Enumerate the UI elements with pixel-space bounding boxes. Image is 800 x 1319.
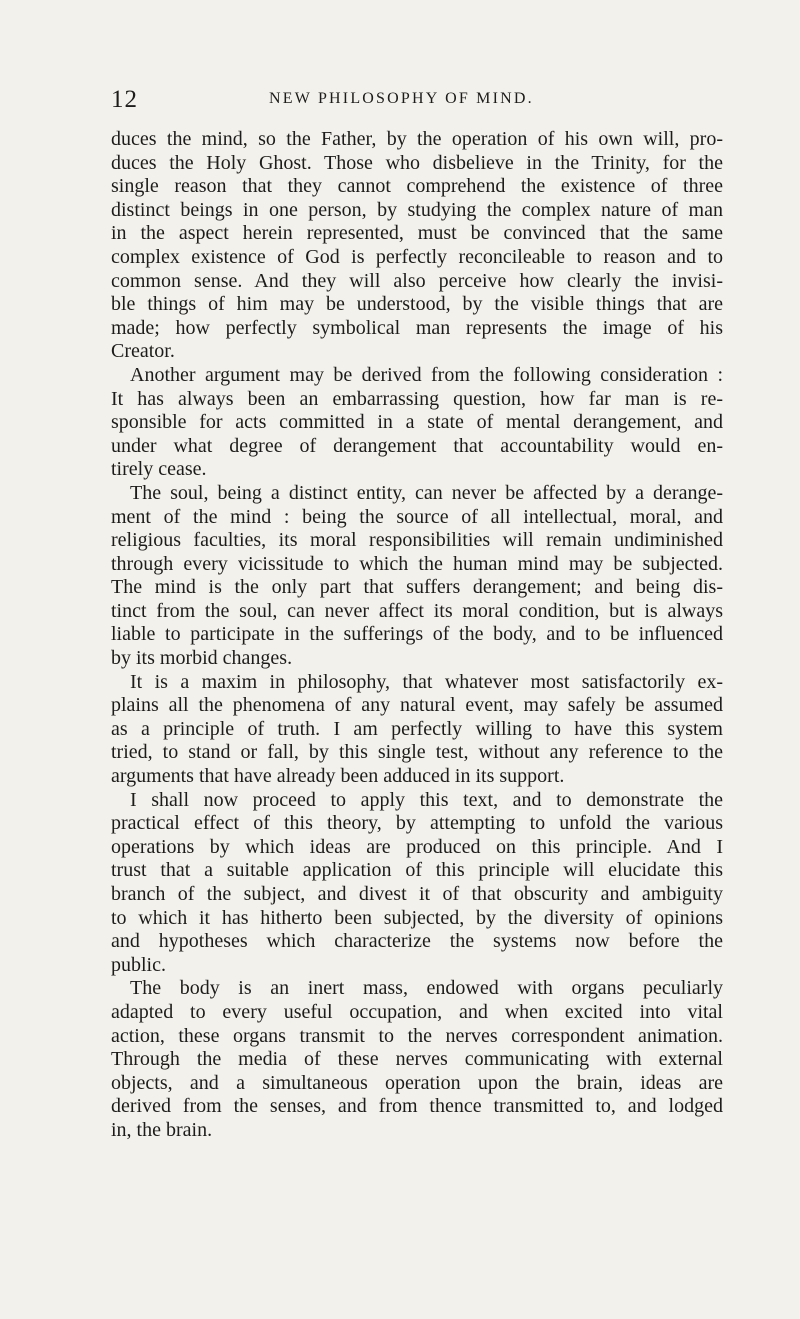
text-line: branch of the subject, and divest it of that obscurity and ambiguity bbox=[111, 883, 723, 905]
running-title: NEW PHILOSOPHY OF MIND. bbox=[269, 90, 534, 107]
text-line: to which it has hitherto been subjected, by the diversity of opinions bbox=[111, 906, 723, 929]
text-line: The soul, being a distinct entity, can never be affected by a derange- bbox=[130, 481, 723, 504]
text-line: ble things of him may be understood, by the visible things that are bbox=[111, 293, 723, 316]
text-line: made; how perfectly symbolical man represents the image of his bbox=[111, 316, 723, 339]
text-line: by its morbid changes. bbox=[111, 647, 293, 670]
text-line: sponsible for acts committed in a state of mental derangement, and bbox=[111, 411, 723, 434]
text-line: under what degree of derangement that accountability would en- bbox=[111, 434, 723, 457]
text-line: Creator. bbox=[111, 340, 175, 363]
text-line: through every vicissitude to which the human mind may be subjected. bbox=[111, 552, 723, 575]
text-line: complex existence of God is perfectly reconcileable to reason and to bbox=[111, 245, 723, 268]
text-line: tried, to stand or fall, by this single test, without any reference to the bbox=[111, 741, 723, 764]
body-text bbox=[111, 128, 723, 1143]
text-line: The body is an inert mass, endowed with organs peculiarly bbox=[130, 977, 723, 1000]
text-line: tirely cease. bbox=[111, 458, 207, 481]
text-line: objects, and a simultaneous operation upon the brain, ideas are bbox=[111, 1071, 723, 1094]
text-line: liable to participate in the sufferings of the body, and to be influenced bbox=[111, 623, 723, 646]
text-line: Another argument may be derived from the following consideration : bbox=[130, 363, 723, 386]
text-line: duces the mind, so the Father, by the operation of his own will, pro- bbox=[111, 128, 723, 150]
text-line: practical effect of this theory, by attempting to unfold the various bbox=[111, 812, 723, 835]
text-line: I shall now proceed to apply this text, and to demonstrate the bbox=[130, 788, 723, 811]
text-line: religious faculties, its moral responsibilities will remain undiminished bbox=[111, 529, 723, 552]
text-line: arguments that have already been adduced in its support. bbox=[111, 765, 565, 788]
text-line: operations by which ideas are produced on this principle. And I bbox=[111, 835, 723, 858]
text-line: Through the media of these nerves communicating with external bbox=[111, 1048, 723, 1071]
text-line: action, these organs transmit to the nerves correspondent animation. bbox=[111, 1024, 723, 1047]
text-line: public. bbox=[111, 953, 166, 976]
text-line: The mind is the only part that suffers derangement; and being dis- bbox=[111, 576, 723, 599]
text-line: plains all the phenomena of any natural event, may safely be assumed bbox=[111, 694, 723, 717]
text-line: adapted to every useful occupation, and when excited into vital bbox=[111, 1000, 723, 1023]
text-line: ment of the mind : being the source of all intellectual, moral, and bbox=[111, 505, 723, 528]
text-line: trust that a suitable application of this principle will elucidate this bbox=[111, 859, 723, 882]
text-line: common sense. And they will also perceive how clearly the invisi- bbox=[111, 269, 723, 292]
text-line: in, the brain. bbox=[111, 1118, 213, 1141]
text-line: single reason that they cannot comprehend the existence of three bbox=[111, 175, 723, 198]
text-line: as a principle of truth. I am perfectly willing to have this system bbox=[111, 717, 723, 740]
text-line: and hypotheses which characterize the systems now before the bbox=[111, 930, 723, 953]
text-line: duces the Holy Ghost. Those who disbelieve in the Trinity, for the bbox=[111, 151, 723, 174]
text-line: It has always been an embarrassing question, how far man is re- bbox=[111, 387, 723, 410]
page-number: 12 bbox=[111, 86, 138, 113]
text-line: in the aspect herein represented, must be convinced that the same bbox=[111, 222, 723, 245]
text-line: tinct from the soul, can never affect its moral condition, but is always bbox=[111, 599, 723, 622]
text-line: distinct beings in one person, by studying the complex nature of man bbox=[111, 198, 723, 221]
text-line: derived from the senses, and from thence transmitted to, and lodged bbox=[111, 1095, 723, 1118]
text-line: It is a maxim in philosophy, that whatever most satisfactorily ex- bbox=[130, 670, 723, 693]
running-header bbox=[111, 80, 721, 116]
